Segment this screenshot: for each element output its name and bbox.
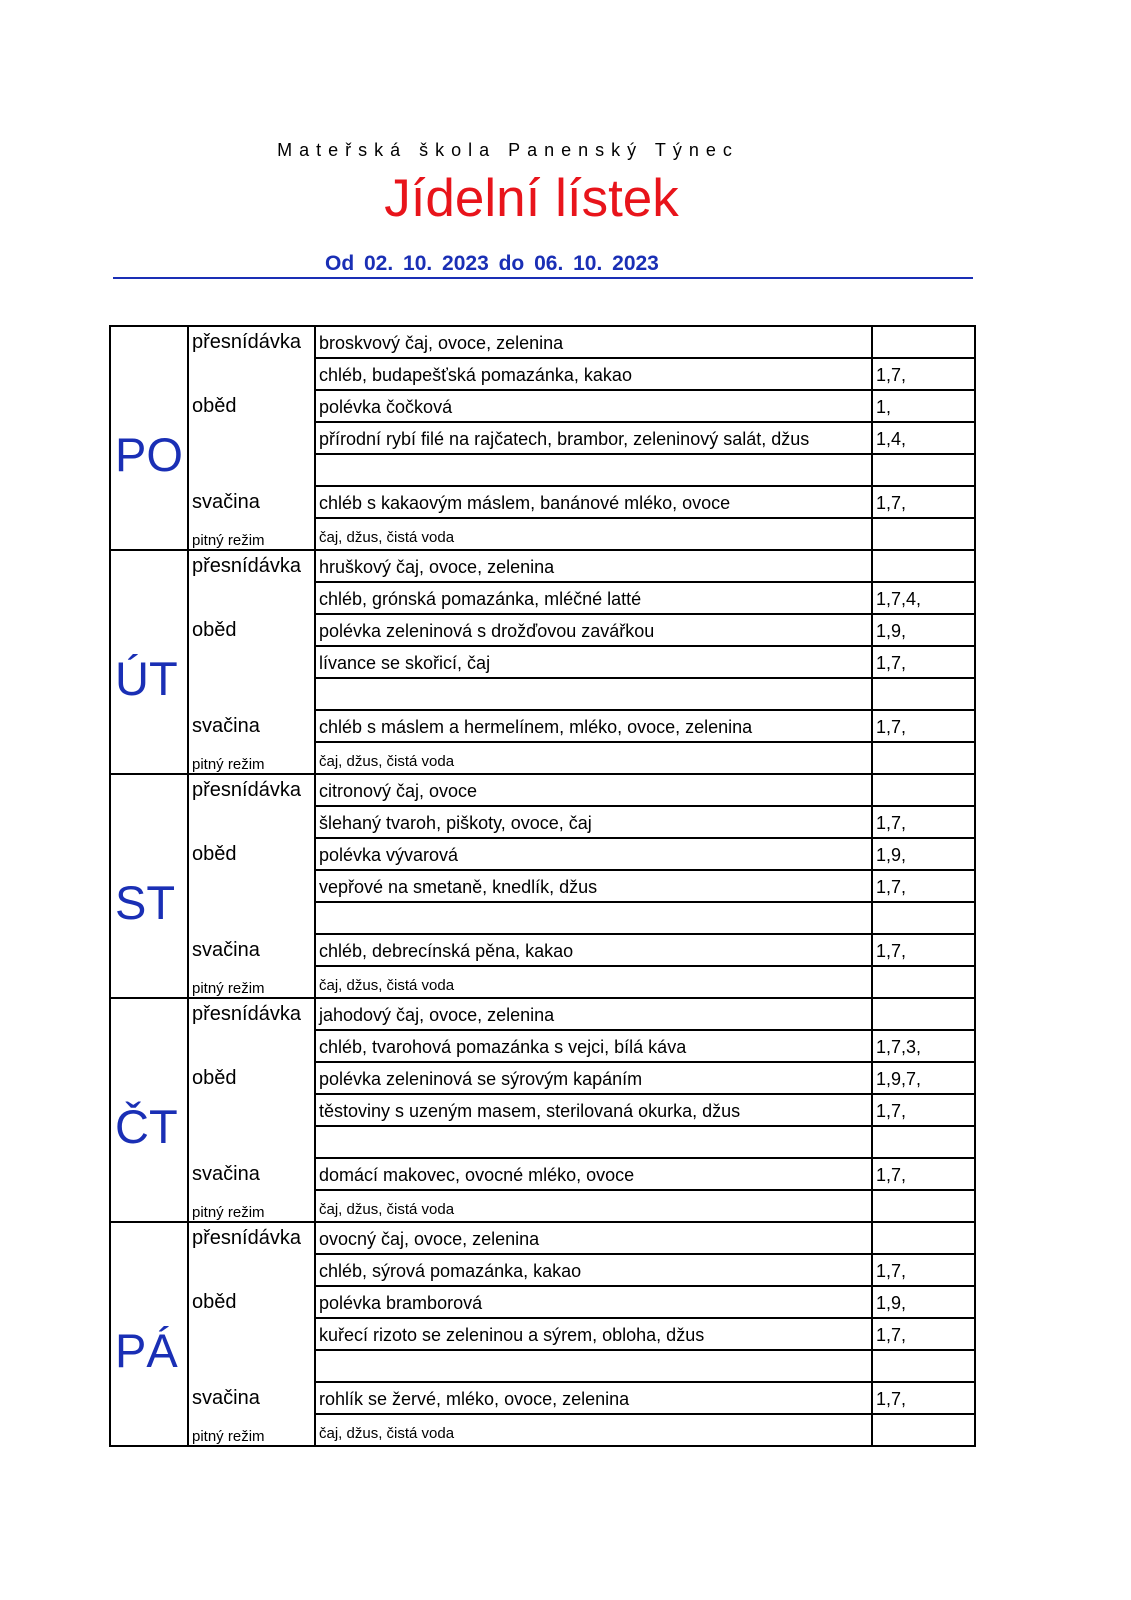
dish-cell: čaj, džus, čistá voda — [315, 966, 872, 998]
meal-type — [188, 1318, 315, 1350]
allergens-cell — [872, 966, 975, 998]
day-label: PO — [110, 326, 188, 550]
allergens-cell — [872, 1414, 975, 1446]
dish-cell: polévka zeleninová se sýrovým kapáním — [315, 1062, 872, 1094]
menu-row — [110, 838, 975, 870]
meal-type: svačina — [192, 714, 260, 737]
menu-row — [110, 1414, 975, 1446]
menu-row — [110, 1254, 975, 1286]
allergens-cell: 1,7, — [872, 358, 975, 390]
allergens-cell: 1,9, — [872, 614, 975, 646]
dish-cell: kuřecí rizoto se zeleninou a sýrem, obloha, džus — [315, 1318, 872, 1350]
dish-cell: jahodový čaj, ovoce, zelenina — [315, 998, 872, 1030]
menu-row — [110, 1382, 975, 1414]
meal-type: pitný režim — [188, 742, 315, 774]
meal-type — [188, 454, 315, 486]
allergens-cell: 1, — [872, 390, 975, 422]
meal-type — [188, 582, 315, 614]
meal-type: svačina — [192, 490, 260, 513]
allergens-cell: 1,9, — [872, 1286, 975, 1318]
allergens-cell — [872, 454, 975, 486]
dish-cell: polévka bramborová — [315, 1286, 872, 1318]
meal-type: svačina — [192, 1386, 260, 1409]
menu-row — [110, 934, 975, 966]
menu-row — [110, 358, 975, 390]
dish-cell: vepřové na smetaně, knedlík, džus — [315, 870, 872, 902]
menu-row — [110, 614, 975, 646]
dish-cell: domácí makovec, ovocné mléko, ovoce — [315, 1158, 872, 1190]
menu-row — [110, 646, 975, 678]
meal-type: oběd — [192, 1290, 237, 1313]
menu-row — [110, 390, 975, 422]
allergens-cell: 1,7, — [872, 1254, 975, 1286]
dish-cell — [315, 902, 872, 934]
meal-type — [188, 646, 315, 678]
meal-type: přesnídávka — [188, 326, 315, 358]
date-range-underline — [113, 277, 973, 279]
allergens-cell: 1,7, — [872, 1158, 975, 1190]
day-label: PÁ — [110, 1222, 188, 1446]
dish-cell: lívance se skořicí, čaj — [315, 646, 872, 678]
dish-cell: polévka čočková — [315, 390, 872, 422]
allergens-cell — [872, 742, 975, 774]
allergens-cell: 1,9, — [872, 838, 975, 870]
meal-type: svačina — [192, 1162, 260, 1185]
meal-type: přesnídávka — [188, 774, 315, 806]
allergens-cell: 1,7, — [872, 646, 975, 678]
dish-cell — [315, 454, 872, 486]
dish-cell — [315, 1126, 872, 1158]
menu-row — [110, 1286, 975, 1318]
dish-cell: hruškový čaj, ovoce, zelenina — [315, 550, 872, 582]
menu-row — [110, 1190, 975, 1222]
dish-cell: čaj, džus, čistá voda — [315, 518, 872, 550]
meal-type: přesnídávka — [188, 1222, 315, 1254]
menu-row — [110, 1094, 975, 1126]
meal-type — [188, 1126, 315, 1158]
dish-cell: šlehaný tvaroh, piškoty, ovoce, čaj — [315, 806, 872, 838]
menu-row — [110, 486, 975, 518]
allergens-cell — [872, 998, 975, 1030]
menu-row — [110, 1062, 975, 1094]
meal-type: svačina — [192, 938, 260, 961]
allergens-cell — [872, 550, 975, 582]
dish-cell: chléb, debrecínská pěna, kakao — [315, 934, 872, 966]
allergens-cell — [872, 902, 975, 934]
dish-cell: chléb s máslem a hermelínem, mléko, ovoce, zelenina — [315, 710, 872, 742]
menu-row — [110, 774, 975, 806]
allergens-cell — [872, 518, 975, 550]
dish-cell: broskvový čaj, ovoce, zelenina — [315, 326, 872, 358]
dish-cell: chléb, tvarohová pomazánka s vejci, bílá káva — [315, 1030, 872, 1062]
menu-row — [110, 1158, 975, 1190]
dish-cell: polévka zeleninová s drožďovou zavářkou — [315, 614, 872, 646]
meal-type — [188, 1094, 315, 1126]
allergens-cell — [872, 1190, 975, 1222]
dish-cell: těstoviny s uzeným masem, sterilovaná okurka, džus — [315, 1094, 872, 1126]
menu-body — [110, 326, 975, 1446]
meal-type: přesnídávka — [188, 550, 315, 582]
menu-table — [109, 325, 976, 1447]
meal-type — [188, 902, 315, 934]
allergens-cell — [872, 678, 975, 710]
dish-cell: chléb s kakaovým máslem, banánové mléko, ovoce — [315, 486, 872, 518]
dish-cell: čaj, džus, čistá voda — [315, 1414, 872, 1446]
dish-cell — [315, 678, 872, 710]
day-label: ÚT — [110, 550, 188, 774]
menu-row — [110, 678, 975, 710]
allergens-cell: 1,7, — [872, 934, 975, 966]
menu-row — [110, 742, 975, 774]
allergens-cell — [872, 326, 975, 358]
dish-cell: chléb, sýrová pomazánka, kakao — [315, 1254, 872, 1286]
allergens-cell — [872, 1350, 975, 1382]
meal-type: pitný režim — [188, 1190, 315, 1222]
school-name: Mateřská škola Panenský Týnec — [277, 140, 739, 160]
meal-type: oběd — [192, 1066, 237, 1089]
dish-cell: čaj, džus, čistá voda — [315, 1190, 872, 1222]
menu-row — [110, 806, 975, 838]
allergens-cell: 1,4, — [872, 422, 975, 454]
menu-row — [110, 1030, 975, 1062]
allergens-cell: 1,7, — [872, 1094, 975, 1126]
menu-row — [110, 518, 975, 550]
dish-cell — [315, 1350, 872, 1382]
meal-type — [188, 1254, 315, 1286]
menu-row — [110, 422, 975, 454]
allergens-cell: 1,7,4, — [872, 582, 975, 614]
dish-cell: ovocný čaj, ovoce, zelenina — [315, 1222, 872, 1254]
allergens-cell — [872, 1126, 975, 1158]
meal-type — [188, 870, 315, 902]
meal-type — [188, 358, 315, 390]
meal-type — [188, 422, 315, 454]
menu-row — [110, 582, 975, 614]
menu-row — [110, 966, 975, 998]
dish-cell: rohlík se žervé, mléko, ovoce, zelenina — [315, 1382, 872, 1414]
meal-type: oběd — [192, 842, 237, 865]
menu-row — [110, 902, 975, 934]
allergens-cell: 1,7, — [872, 870, 975, 902]
allergens-cell: 1,7, — [872, 806, 975, 838]
meal-type: pitný režim — [188, 1414, 315, 1446]
allergens-cell — [872, 1222, 975, 1254]
menu-row — [110, 326, 975, 358]
menu-row — [110, 550, 975, 582]
dish-cell: citronový čaj, ovoce — [315, 774, 872, 806]
meal-type — [188, 806, 315, 838]
dish-cell: čaj, džus, čistá voda — [315, 742, 872, 774]
meal-type: oběd — [192, 618, 237, 641]
allergens-cell: 1,7, — [872, 486, 975, 518]
allergens-cell: 1,9,7, — [872, 1062, 975, 1094]
menu-row — [110, 454, 975, 486]
dish-cell: polévka vývarová — [315, 838, 872, 870]
meal-type: oběd — [192, 394, 237, 417]
menu-row — [110, 870, 975, 902]
menu-row — [110, 1126, 975, 1158]
allergens-cell: 1,7, — [872, 1318, 975, 1350]
meal-type — [188, 1350, 315, 1382]
meal-type: pitný režim — [188, 966, 315, 998]
day-label: ST — [110, 774, 188, 998]
day-label: ČT — [110, 998, 188, 1222]
dish-cell: přírodní rybí filé na rajčatech, brambor, zeleninový salát, džus — [315, 422, 872, 454]
meal-type — [188, 1030, 315, 1062]
dish-cell: chléb, grónská pomazánka, mléčné latté — [315, 582, 872, 614]
menu-row — [110, 1222, 975, 1254]
menu-row — [110, 998, 975, 1030]
allergens-cell: 1,7, — [872, 1382, 975, 1414]
page-title: Jídelní lístek — [384, 169, 679, 228]
dish-cell: chléb, budapešťská pomazánka, kakao — [315, 358, 872, 390]
allergens-cell: 1,7, — [872, 710, 975, 742]
menu-row — [110, 710, 975, 742]
allergens-cell: 1,7,3, — [872, 1030, 975, 1062]
date-range: Od 02. 10. 2023 do 06. 10. 2023 — [325, 252, 659, 275]
meal-type — [188, 678, 315, 710]
allergens-cell — [872, 774, 975, 806]
meal-type: pitný režim — [188, 518, 315, 550]
menu-row — [110, 1318, 975, 1350]
meal-type: přesnídávka — [188, 998, 315, 1030]
menu-row — [110, 1350, 975, 1382]
